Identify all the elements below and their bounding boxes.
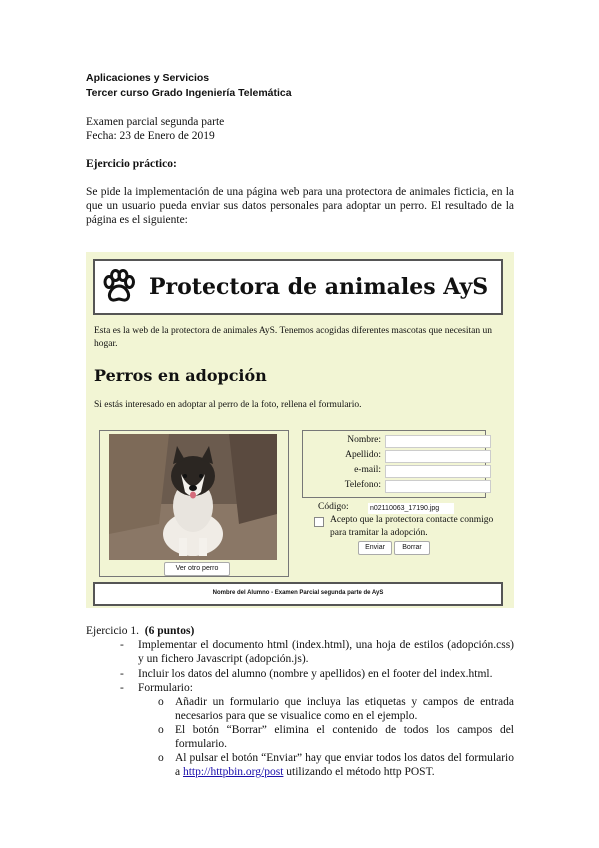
codigo-value: n02110063_17190.jpg xyxy=(368,503,454,514)
bullet-dash-2: - xyxy=(120,668,124,680)
dog-box xyxy=(99,430,289,577)
exercise-item-2: Incluir los datos del alumno (nombre y apellidos) en el footer del index.html. xyxy=(138,668,493,680)
paw-icon xyxy=(101,269,137,305)
exam-title: Examen parcial segunda parte xyxy=(86,116,225,128)
email-label: e-mail: xyxy=(354,465,381,475)
bullet-dash-3: - xyxy=(120,682,124,694)
shot-interest: Si estás interesado en adoptar al perro de la foto, rellena el formulario. xyxy=(94,400,362,410)
course-name: Aplicaciones y Servicios xyxy=(86,72,210,84)
course-year: Tercer curso Grado Ingeniería Telemática xyxy=(86,87,292,99)
exercise-subitem-1: Añadir un formulario que incluya las etiquetas y campos de entrada necesarios para que se visualice como en el ejemplo. xyxy=(175,696,514,722)
adoption-form xyxy=(302,430,486,498)
email-input[interactable] xyxy=(385,465,491,478)
shot-footer-text: Nombre del Alumno - Examen Parcial segunda parte de AyS xyxy=(212,590,384,596)
banner xyxy=(93,259,503,315)
accept-label: Acepto que la protectora contacte conmigo para tramitar la adopción. xyxy=(330,515,494,538)
apellido-input[interactable] xyxy=(385,450,491,463)
bullet-o-2: o xyxy=(158,724,164,736)
exercise-heading xyxy=(86,624,194,638)
banner-title: Protectora de animales AyS xyxy=(149,274,489,300)
telefono-label: Telefono: xyxy=(344,480,381,490)
bullet-dash-1: - xyxy=(120,639,124,651)
clear-button[interactable]: Borrar xyxy=(394,541,430,555)
subitem-3-after: utilizando el método http POST. xyxy=(283,766,435,778)
apellido-label: Apellido: xyxy=(345,450,381,460)
httpbin-link[interactable]: http://httpbin.org/post xyxy=(182,766,284,778)
other-dog-button[interactable]: Ver otro perro xyxy=(164,562,230,576)
exercise-subitem-2: El botón “Borrar” elimina el contenido de todos los campos del formulario. xyxy=(175,724,514,750)
exercise-subitem-3 xyxy=(175,751,514,779)
bullet-o-3: o xyxy=(158,752,164,764)
telefono-input[interactable] xyxy=(385,480,491,493)
accept-checkbox[interactable] xyxy=(314,517,324,527)
subitem-3-before: Al pulsar el botón “Enviar” hay que enviar todos los datos del formulario a xyxy=(175,752,514,778)
exercise-points: (6 puntos) xyxy=(144,625,195,637)
shot-footer xyxy=(93,582,503,606)
example-screenshot xyxy=(86,252,514,608)
exercise-label: Ejercicio 1. xyxy=(86,625,140,637)
shot-subtitle: Perros en adopción xyxy=(94,366,267,385)
shot-intro: Esta es la web de la protectora de animales AyS. Tenemos acogidas diferentes mascotas que necesitan un hogar. xyxy=(94,326,492,349)
send-button[interactable]: Enviar xyxy=(358,541,392,555)
exam-date: Fecha: 23 de Enero de 2019 xyxy=(86,130,215,142)
nombre-input[interactable] xyxy=(385,435,491,448)
intro-paragraph: Se pide la implementación de una página web para una protectora de animales ficticia, en la que un usuario pueda enviar sus datos personales para adoptar un perro. El resultado de la página es el siguiente: xyxy=(86,186,514,226)
exercise-item-3: Formulario: xyxy=(138,682,193,694)
bullet-o-1: o xyxy=(158,696,164,708)
dog-photo xyxy=(109,434,277,560)
section-title: Ejercicio práctico: xyxy=(86,158,177,170)
nombre-label: Nombre: xyxy=(347,435,381,445)
codigo-label: Código: xyxy=(318,502,349,512)
exercise-item-1: Implementar el documento html (index.html), una hoja de estilos (adopción.css) y un fichero Javascript (adopción.js). xyxy=(138,639,514,665)
